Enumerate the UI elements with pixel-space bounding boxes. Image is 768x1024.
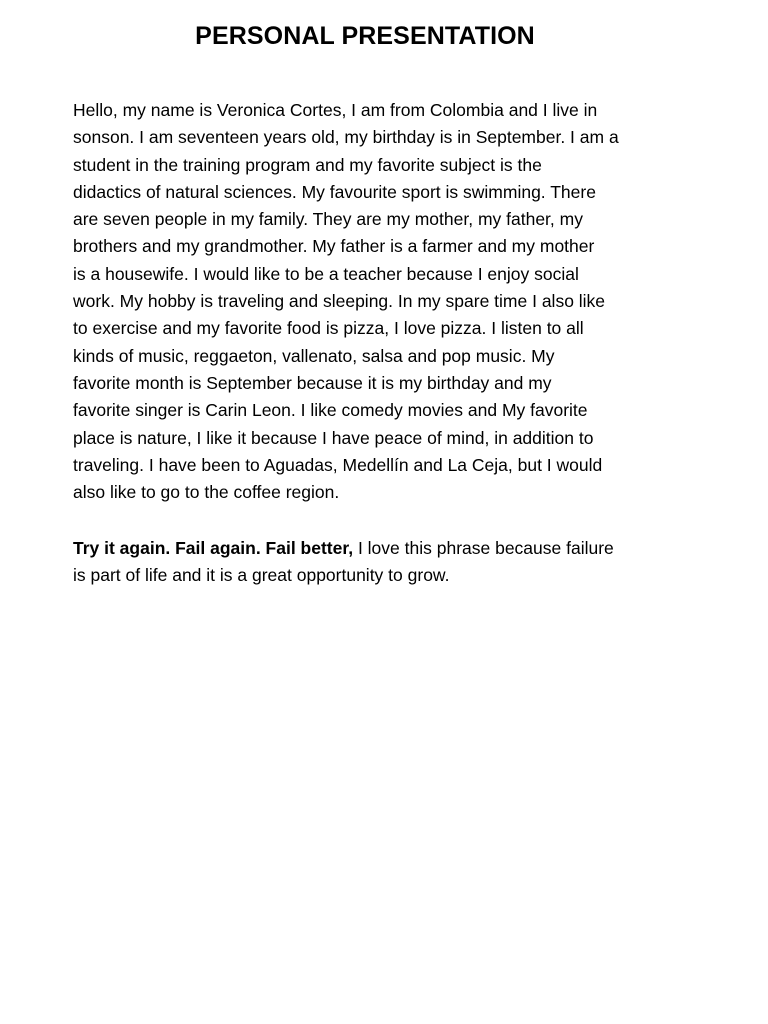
paragraph-line: are seven people in my family. They are my mother, my father, my [73, 209, 583, 230]
quote-line-2: is part of life and it is a great opportunity to grow. [73, 565, 450, 586]
paragraph-line: also like to go to the coffee region. [73, 482, 340, 503]
paragraph-line: brothers and my grandmother. My father is a farmer and my mother [73, 236, 595, 257]
paragraph-line: Hello, my name is Veronica Cortes, I am from Colombia and I live in [73, 100, 598, 120]
paragraph-line: to exercise and my favorite food is pizza, I love pizza. I listen to all [73, 318, 584, 339]
paragraph-line: traveling. I have been to Aguadas, Medellín and La Ceja, but I would [73, 454, 603, 475]
paragraph-line: sonson. I am seventeen years old, my birthday is in September. I am a [73, 127, 619, 148]
paragraph-line: didactics of natural sciences. My favourite sport is swimming. There [73, 181, 596, 202]
quote-commentary: I love this phrase because failure [353, 538, 614, 558]
quote-phrase: Try it again. Fail again. Fail better, [73, 538, 354, 558]
page-title: PERSONAL PRESENTATION [195, 22, 535, 50]
paragraph-line: favorite month is September because it is my birthday and my [73, 372, 552, 393]
paragraph-line: kinds of music, reggaeton, vallenato, salsa and pop music. My [73, 345, 555, 366]
quote-paragraph [73, 535, 673, 590]
paragraph-line: student in the training program and my favorite subject is the [73, 154, 542, 175]
quote-line-1 [73, 535, 673, 562]
paragraph-line: favorite singer is Carin Leon. I like comedy movies and My favorite [73, 400, 588, 421]
paragraph-line: work. My hobby is traveling and sleeping. In my spare time I also like [73, 291, 606, 312]
paragraph-line: place is nature, I like it because I have peace of mind, in addition to [73, 427, 594, 448]
paragraph-line: is a housewife. I would like to be a teacher because I enjoy social [73, 263, 579, 284]
intro-paragraph [73, 97, 673, 506]
